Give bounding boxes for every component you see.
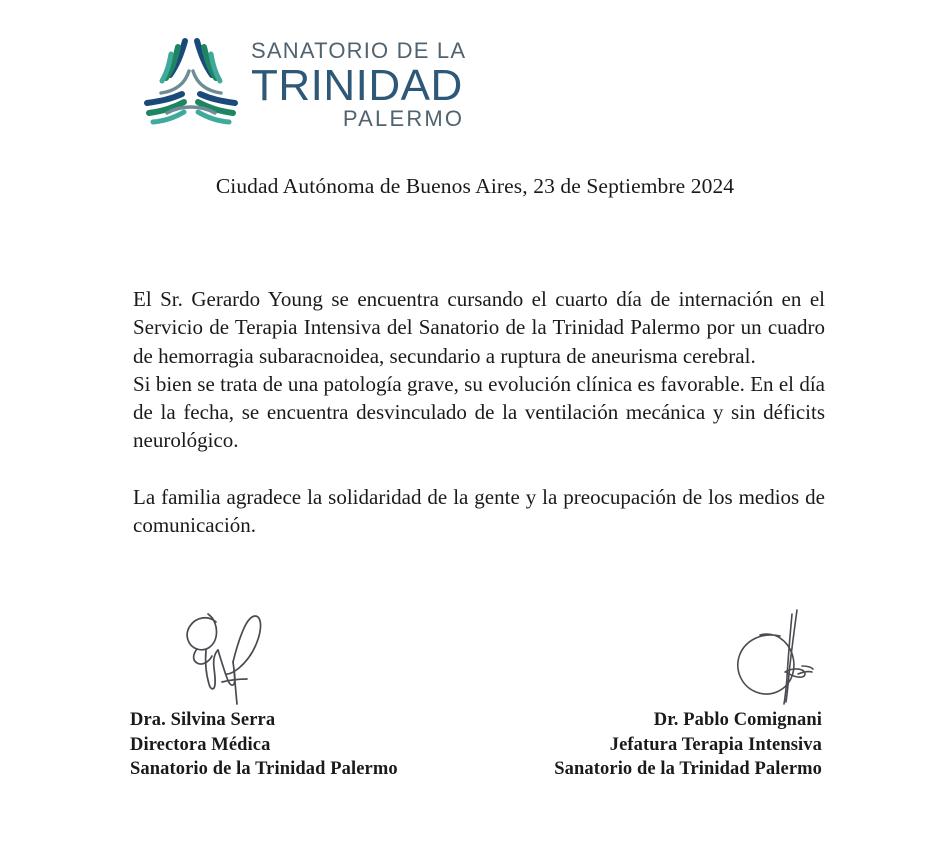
letterhead xyxy=(137,26,477,144)
handwritten-signature-pablo-comignani-icon xyxy=(498,596,838,708)
body-paragraph-2: Si bien se trata de una patología grave, su evolución clínica es favorable. En el día de la fecha, se encuentra desvinculado de la ventilación mecánica y sin déficits neurológico. xyxy=(133,371,825,453)
date-line: Ciudad Autónoma de Buenos Aires, 23 de Septiembre 2024 xyxy=(215,174,735,198)
signer-title: Directora Médica xyxy=(130,734,271,755)
signature-names-right xyxy=(498,708,838,782)
signer-title: Jefatura Terapia Intensiva xyxy=(609,734,822,755)
body-paragraph-3: La familia agradece la solidaridad de la gente y la preocupación de los medios de comunicación. xyxy=(133,485,825,538)
signature-block-right xyxy=(498,596,838,782)
signature-row xyxy=(0,596,950,806)
signature-names-left xyxy=(112,708,452,782)
wordmark-line-sanatorio-de-la: SANATORIO DE LA xyxy=(251,37,467,63)
logo-wordmark xyxy=(251,37,467,132)
body-paragraph-1: El Sr. Gerardo Young se encuentra cursando el cuarto día de internación en el Servicio de Terapia Intensiva del Sanatorio de la Trinidad Palermo por un cuadro de hemorragia subaracnoidea, secundario a ruptura de aneurisma cerebral. xyxy=(133,287,825,368)
signer-name: Dr. Pablo Comignani xyxy=(653,710,822,730)
handwritten-signature-silvina-serra-icon xyxy=(112,596,452,708)
signature-block-left xyxy=(112,596,452,782)
signer-institution: Sanatorio de la Trinidad Palermo xyxy=(130,759,398,779)
wordmark-line-palermo: PALERMO xyxy=(342,106,465,132)
signer-institution: Sanatorio de la Trinidad Palermo xyxy=(554,759,822,779)
letter-body xyxy=(133,285,825,540)
trinidad-triskelion-logo-icon xyxy=(137,31,245,139)
wordmark-line-trinidad: TRINIDAD xyxy=(251,60,463,110)
signer-name: Dra. Silvina Serra xyxy=(130,710,276,730)
